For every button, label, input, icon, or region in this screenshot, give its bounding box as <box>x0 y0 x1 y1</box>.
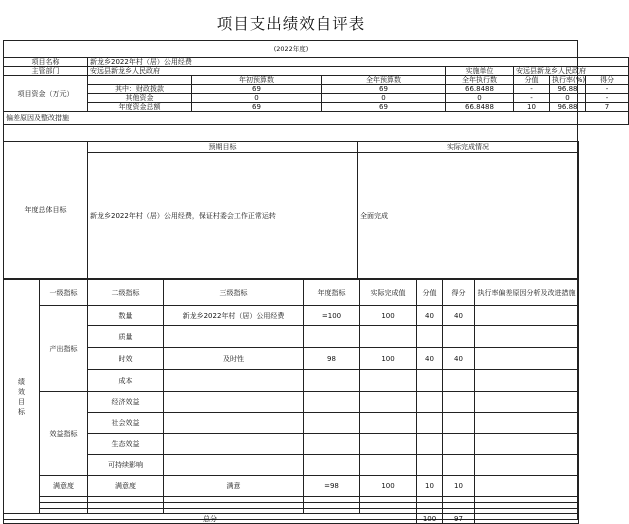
ind-header: 二级指标 <box>88 280 164 306</box>
ind-header: 执行率偏差原因分析及改进措施 <box>475 280 579 306</box>
l2-cell: 成本 <box>88 370 164 392</box>
ind-header: 得分 <box>443 280 475 306</box>
l2-cell: 满意度 <box>88 476 164 497</box>
total-score-max: 100 <box>417 514 443 524</box>
department-label: 主管部门 <box>4 67 88 76</box>
output-label: 产出指标 <box>40 306 88 392</box>
target-cell: 98 <box>304 348 360 370</box>
total-score: 97 <box>443 514 475 524</box>
funds-cell: 0 <box>446 94 514 103</box>
funds-header: 执行率(%) <box>550 76 586 85</box>
funds-cell: 96.88 <box>550 85 586 94</box>
funds-cell: 96.88 <box>550 103 586 112</box>
funds-header: 年初预算数 <box>192 76 322 85</box>
funds-cell: - <box>586 85 629 94</box>
department-value: 安远县新龙乡人民政府 <box>88 67 446 76</box>
funds-cell: 0 <box>192 94 322 103</box>
l2-cell: 质量 <box>88 326 164 348</box>
goal-label: 年度总体目标 <box>4 142 88 279</box>
funds-cell: 0 <box>550 94 586 103</box>
l3-cell: 新龙乡2022年村（居）公用经费 <box>164 306 304 326</box>
deviation-label: 偏差原因及整改措施 <box>4 112 629 125</box>
funds-header: 全年预算数 <box>322 76 446 85</box>
funds-row-name: 其中：财政拨款 <box>88 85 192 94</box>
ind-header: 三级指标 <box>164 280 304 306</box>
funds-row-name: 其他资金 <box>88 94 192 103</box>
project-label: 项目名称 <box>4 58 88 67</box>
ind-header: 一级指标 <box>40 280 88 306</box>
expected-header: 预期目标 <box>88 142 358 153</box>
funds-cell: - <box>514 94 550 103</box>
score-cell: 40 <box>443 348 475 370</box>
funds-header: 得分 <box>586 76 629 85</box>
l2-cell: 时效 <box>88 348 164 370</box>
funds-cell: 69 <box>192 85 322 94</box>
l3-cell: 满意 <box>164 476 304 497</box>
funds-cell: - <box>514 85 550 94</box>
goal-table <box>3 141 579 279</box>
funds-cell: 0 <box>322 94 446 103</box>
funds-cell: 66.8488 <box>446 85 514 94</box>
ind-header: 年度指标 <box>304 280 360 306</box>
year-note: (2022年度) <box>273 45 309 53</box>
funds-cell: 69 <box>322 103 446 112</box>
indicators-table <box>3 279 579 524</box>
actual-cell: 100 <box>360 476 417 497</box>
funds-header: 全年执行数 <box>446 76 514 85</box>
score-max-cell: 40 <box>417 306 443 326</box>
funds-header: 分值 <box>514 76 550 85</box>
funds-cell: 69 <box>322 85 446 94</box>
impl-label: 实施单位 <box>446 67 514 76</box>
score-max-cell: 10 <box>417 476 443 497</box>
funds-cell: 10 <box>514 103 550 112</box>
actual-header: 实际完成情况 <box>358 142 579 153</box>
page-title: 项目支出绩效自评表 <box>216 15 366 33</box>
funds-table <box>3 57 629 125</box>
l3-cell: 及时性 <box>164 348 304 370</box>
score-cell: 40 <box>443 306 475 326</box>
impl-value: 安远县新龙乡人民政府 <box>514 67 629 76</box>
funds-label: 项目资金（万元） <box>4 76 88 112</box>
effect-label: 效益指标 <box>40 392 88 476</box>
indicators-section-label: 绩效目标 <box>4 280 40 514</box>
ind-header: 实际完成值 <box>360 280 417 306</box>
target-cell: =98 <box>304 476 360 497</box>
funds-cell: 66.8488 <box>446 103 514 112</box>
score-max-cell: 40 <box>417 348 443 370</box>
ind-header: 分值 <box>417 280 443 306</box>
funds-cell: - <box>586 94 629 103</box>
target-cell: =100 <box>304 306 360 326</box>
l2-cell: 数量 <box>88 306 164 326</box>
funds-row-name: 年度资金总额 <box>88 103 192 112</box>
expected-text: 新龙乡2022年村（居）公用经费，保证村委会工作正常运转 <box>88 153 358 279</box>
l2-cell: 可持续影响 <box>88 455 164 476</box>
l2-cell: 社会效益 <box>88 413 164 434</box>
score-cell: 10 <box>443 476 475 497</box>
funds-cell: 7 <box>586 103 629 112</box>
funds-cell: 69 <box>192 103 322 112</box>
l2-cell: 生态效益 <box>88 434 164 455</box>
l2-cell: 经济效益 <box>88 392 164 413</box>
actual-cell: 100 <box>360 306 417 326</box>
satisfaction-label: 满意度 <box>40 476 88 497</box>
actual-text: 全面完成 <box>358 153 579 279</box>
actual-cell: 100 <box>360 348 417 370</box>
total-label: 总分 <box>4 514 417 524</box>
project-value: 新龙乡2022年村（居）公用经费 <box>88 58 629 67</box>
